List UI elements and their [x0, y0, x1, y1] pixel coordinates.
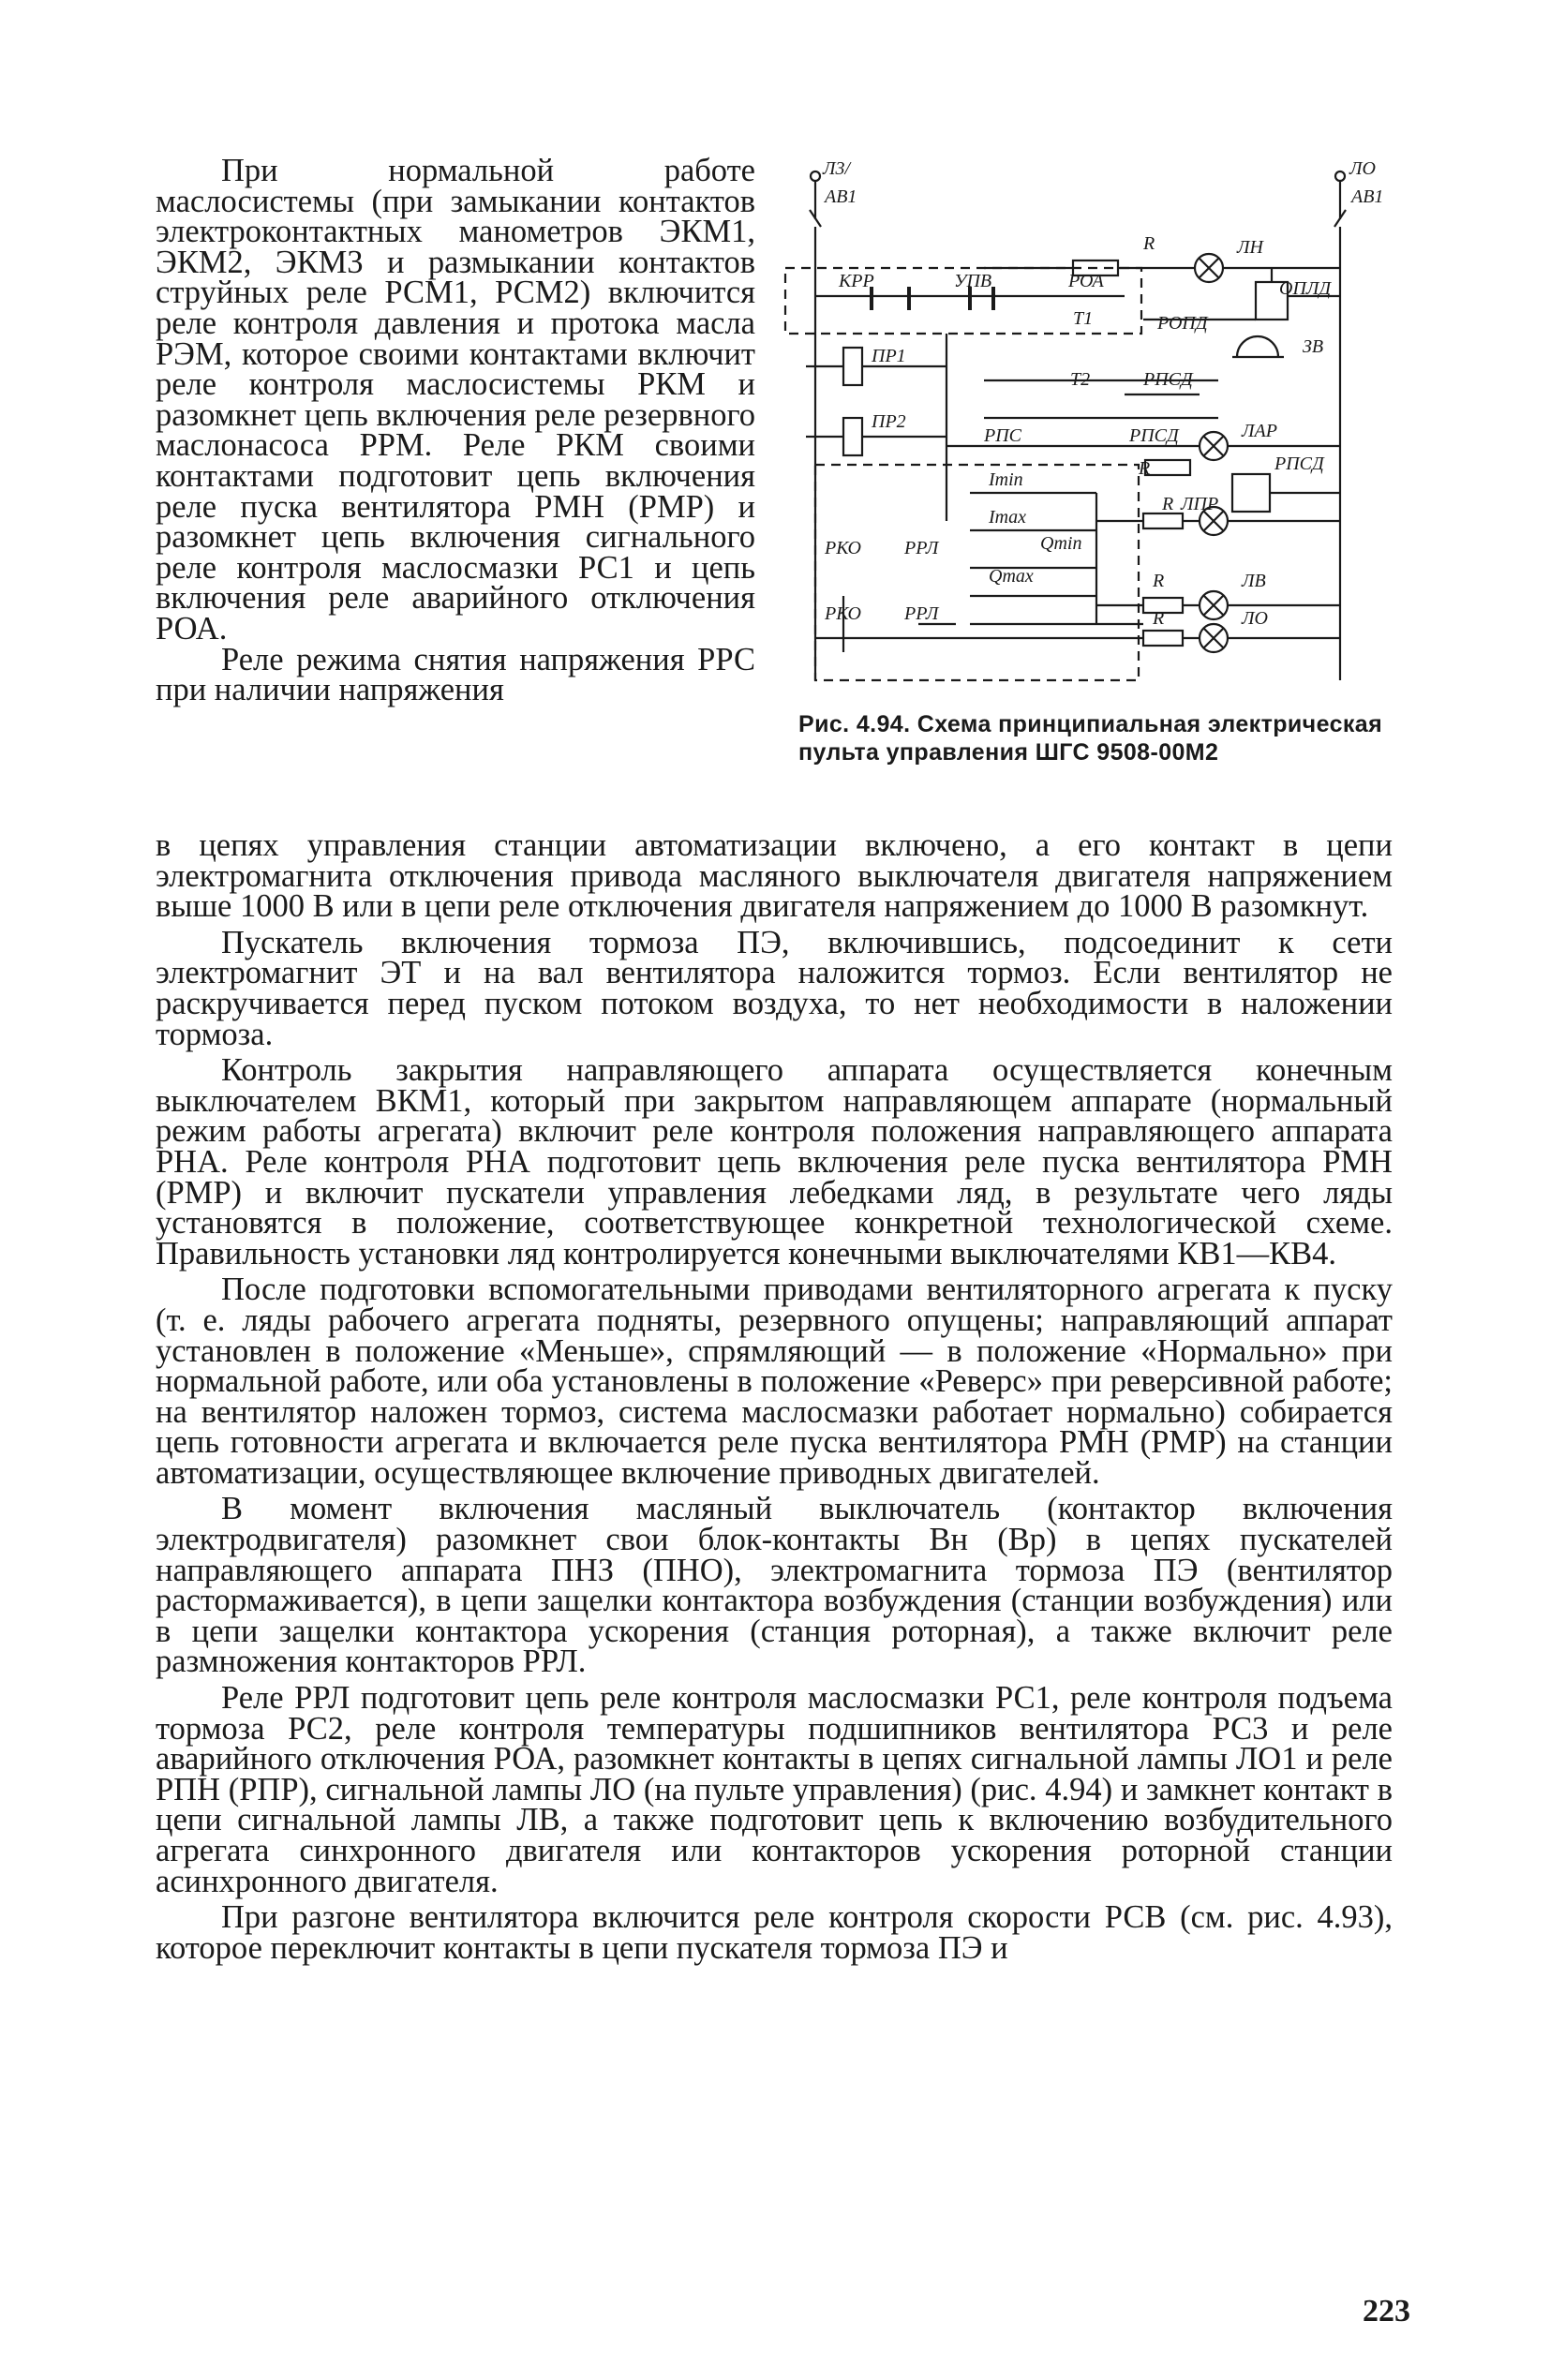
paragraph-oil-system: При нормальной работе маслосистемы (при замыкании контактов электроконтактных манометров ЭКМ1, ЭКМ2, ЭКМ3 и размыкании контактов струйных реле РСМ1, РСМ2) включится реле контроля давления и протока масла РЭМ, которое своими контактами включит реле контроля маслосистемы РКМ и разомкнет цепь включения реле резервного маслонасоса РРМ. Реле РКМ своими контактами подготовит цепь включения реле пуска вентилятора РМН (РМР) и разомкнет цепь включения сигнального реле контроля маслосмазки РС1 и цепь включения реле аварийного отключения РОА.	[156, 153, 755, 647]
label-zv: ЗВ	[1303, 336, 1324, 357]
paragraph-rrs-cont: в цепях управления станции автоматизации включено, а его контакт в цепи электромагнита отключения привода масляного выключателя двигателя напряжением выше 1000 В или в цепи реле отключения двигателя напряжением до 1000 В разомкнут.	[156, 827, 1393, 925]
label-rko-1: РКО	[825, 538, 862, 558]
label-imin: Imin	[989, 469, 1023, 490]
label-qmax: Qmax	[989, 566, 1034, 587]
label-rrl-1: РРЛ	[904, 538, 939, 558]
label-t1: Т1	[1073, 308, 1094, 329]
paragraph-rrs-start: Реле режима снятия напряжения РРС при наличии напряжения	[156, 641, 755, 708]
label-rrl-2: РРЛ	[904, 603, 939, 624]
label-krr: КРР	[839, 271, 874, 291]
paragraph-guide-apparatus: Контроль закрытия направляющего аппарата осуществляется конечным выключателем ВКМ1, который при закрытом направляющем аппарате (нормальный режим работы агрегата) включит реле контроля положения направляющего аппарата РНА. Реле контроля РНА подготовит цепь включения реле пуска вентилятора РМН (РМР) и включит пускатели управления лебедками ляд, в результате чего ляды установятся в положение, соответствующее конкретной технологической схеме. Правильность установки ляд контролируется конечными выключателями КВ1—КВ4.	[156, 1052, 1393, 1272]
column-text	[156, 153, 755, 708]
label-imax: Imax	[989, 507, 1026, 528]
label-roa: РОА	[1068, 271, 1104, 291]
label-rps: РПС	[984, 425, 1021, 446]
label-r3: R	[1162, 494, 1174, 514]
figure-caption: Рис. 4.94. Схема принципиальная электрическая пульта управления ШГС 9508-00М2	[798, 711, 1383, 766]
terminal-right	[1335, 171, 1345, 181]
label-lv: ЛВ	[1242, 571, 1266, 591]
label-pr1: ПР1	[872, 346, 906, 366]
label-rpsd-2: РПСД	[1129, 425, 1179, 446]
terminal-left	[811, 171, 820, 181]
paragraph-brake-starter: Пускатель включения тормоза ПЭ, включившись, подсоединит к сети электромагнит ЭТ и на вал вентилятора наложится тормоз. Если вентилятор не раскручивается перед пуском потоком воздуха, то нет необходимости в наложении тормоза.	[156, 924, 1393, 1052]
label-qmin: Qmin	[1040, 533, 1082, 554]
label-lar: ЛАР	[1242, 421, 1277, 441]
label-r5: R	[1153, 608, 1165, 629]
label-r1: R	[1143, 233, 1155, 254]
paragraph-fan-acceleration: При разгоне вентилятора включится реле контроля скорости РСВ (см. рис. 4.93), которое переключит контакты в цепи пускателя тормоза ПЭ и	[156, 1899, 1393, 1966]
label-av1-right: АВ1	[1351, 186, 1384, 207]
label-lo: ЛО	[1242, 608, 1268, 629]
label-lv-top: ЛН	[1237, 237, 1263, 258]
paragraph-rrl-relay: Реле РРЛ подготовит цепь реле контроля маслосмазки РС1, реле контроля подъема тормоза РС2, реле контроля температуры подшипников вентилятора РС3 и реле аварийного отключения РОА, разомкнет контакты в цепях сигнальной лампы ЛО1 и реле РПН (РПР), сигнальной лампы ЛО (на пульте управления) (рис. 4.94) и замкнет контакт в цепи сигнальной лампы ЛВ, а также подготовит цепь к включению возбудительного агрегата синхронного двигателя или контакторов ускорения роторной станции асинхронного двигателя.	[156, 1680, 1393, 1899]
figure-4-94	[768, 156, 1396, 718]
label-av1-left: АВ1	[825, 186, 857, 207]
label-rpsd-1: РПСД	[1143, 369, 1193, 390]
label-lpr: ЛПР	[1181, 494, 1219, 514]
circuit-diagram	[768, 156, 1396, 718]
page-number: 223	[1363, 2294, 1410, 2328]
label-upv: УПВ	[954, 271, 992, 291]
label-rko-2: РКО	[825, 603, 862, 624]
label-opld: ОПЛД	[1279, 278, 1332, 299]
label-l31: Л3/	[823, 158, 851, 179]
full-width-text	[156, 827, 1393, 1966]
label-r4: R	[1153, 571, 1165, 591]
label-t2: Т2	[1070, 369, 1091, 390]
label-pr2: ПР2	[872, 411, 906, 432]
label-lo-top: ЛО	[1349, 158, 1376, 179]
label-ropd: РОПД	[1157, 313, 1208, 334]
paragraph-switch-on-moment: В момент включения масляный выключатель (контактор включения электродвигателя) разомкнет свои блок-контакты Вн (Вр) в цепях пускателей направляющего аппарата ПНЗ (ПНО), электромагнита тормоза ПЭ (вентилятор растормаживается), в цепи защелки контактора возбуждения (станции возбуждения) или в цепи защелки контактора ускорения (станция роторная), а также включит реле размножения контакторов РРЛ.	[156, 1491, 1393, 1680]
paragraph-preparation: После подготовки вспомогательными приводами вентиляторного агрегата к пуску (т. е. ляды рабочего агрегата подняты, резервного опущены; направляющий аппарат установлен в положение «Меньше», спрямляющий — в положение «Нормально» при нормальной работе, или оба установлены в положение «Реверс» при реверсивной работе; на вентилятор наложен тормоз, система маслосмазки работает нормально) собирается цепь готовности агрегата и включается реле пуска вентилятора РМН (РМР) на станции автоматизации, осуществляющее включение приводных двигателей.	[156, 1272, 1393, 1491]
label-r2: R	[1139, 458, 1151, 479]
label-rpsd-3: РПСД	[1274, 454, 1324, 474]
